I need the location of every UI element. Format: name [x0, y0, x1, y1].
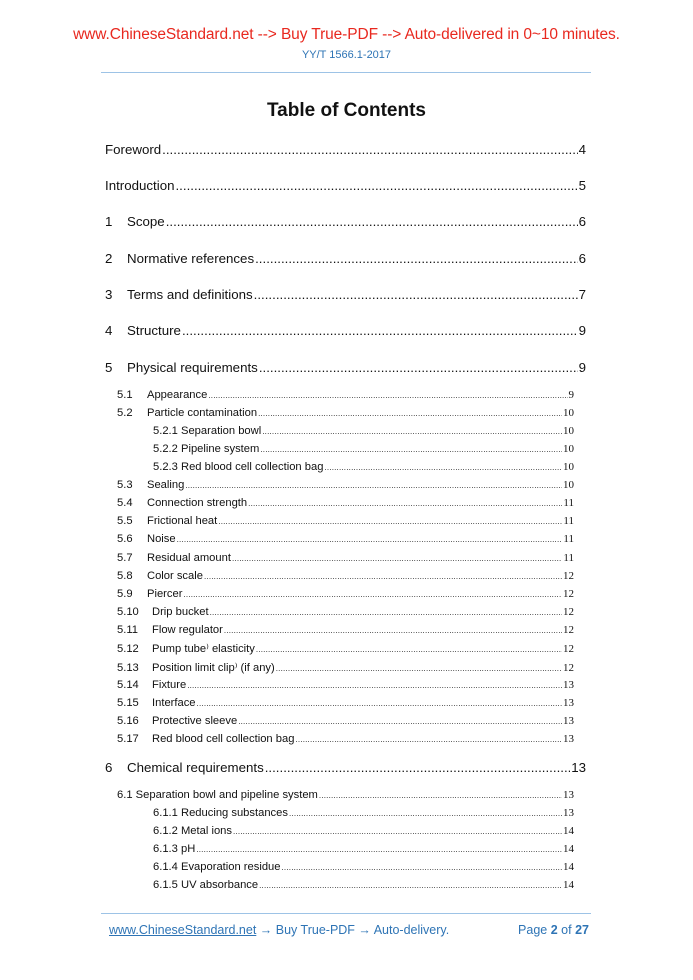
- toc-entry[interactable]: [117, 606, 574, 618]
- toc-entry-page: 5: [578, 178, 586, 193]
- toc-entry[interactable]: [117, 697, 574, 709]
- toc-leader-dots: [238, 717, 562, 726]
- toc-entry[interactable]: [105, 251, 586, 266]
- toc-entry-page: 14: [563, 843, 574, 855]
- toc-entry-label: Physical requirements: [127, 360, 258, 375]
- toc-entry-label: Protective sleeve: [152, 715, 238, 727]
- toc-entry-number: 5.10: [117, 606, 139, 618]
- toc-entry-page: 13: [563, 715, 574, 727]
- toc-leader-dots: [265, 760, 570, 775]
- toc-entry-label: Foreword: [105, 142, 162, 157]
- toc-entry[interactable]: [153, 825, 574, 837]
- toc-leader-dots: [196, 845, 562, 854]
- toc-leader-dots: [224, 626, 562, 635]
- toc-entry-label: 5.2.1 Separation bowl: [153, 425, 262, 437]
- toc-leader-dots: [185, 481, 562, 490]
- toc-leader-dots: [177, 535, 563, 544]
- footer-text: → Buy True-PDF → Auto-delivery.: [256, 923, 450, 937]
- toc-entry[interactable]: [117, 715, 574, 727]
- toc-leader-dots: [254, 287, 578, 302]
- toc-leader-dots: [182, 323, 578, 338]
- toc-leader-dots: [248, 499, 562, 508]
- toc-entry-page: 12: [563, 643, 574, 655]
- toc-entry-number: 1: [105, 214, 113, 229]
- toc-entry[interactable]: [117, 479, 574, 491]
- toc-entry-label: 5.2.2 Pipeline system: [153, 443, 260, 455]
- toc-leader-dots: [260, 445, 562, 454]
- toc-entry-label: Red blood cell collection bag: [152, 733, 295, 745]
- toc-entry[interactable]: [117, 733, 574, 745]
- toc-entry-page: 12: [563, 570, 574, 582]
- toc-entry-label: Interface: [152, 697, 196, 709]
- toc-entry[interactable]: [105, 214, 586, 229]
- toc-entry-number: 5.4: [117, 497, 133, 509]
- footer-left: [109, 923, 449, 937]
- toc-entry[interactable]: [117, 642, 574, 655]
- toc-entry-number: 5.6: [117, 533, 133, 545]
- toc-entry-label: 6.1.2 Metal ions: [153, 825, 232, 837]
- total-pages: 27: [575, 923, 589, 937]
- toc-entry-number: 6: [105, 760, 113, 775]
- toc-entry-page: 12: [563, 624, 574, 636]
- toc-entry[interactable]: [153, 425, 574, 437]
- toc-entry-label: Color scale: [147, 570, 203, 582]
- toc-entry[interactable]: [117, 789, 574, 801]
- toc-entry[interactable]: [117, 389, 574, 401]
- toc-leader-dots: [282, 863, 563, 872]
- toc-leader-dots: [166, 214, 578, 229]
- footer-link[interactable]: www.ChineseStandard.net: [109, 923, 257, 937]
- toc-leader-dots: [233, 827, 562, 836]
- toc-entry-number: 5.5: [117, 515, 133, 527]
- toc-entry-label: Frictional heat: [147, 515, 218, 527]
- toc-entry-label: Fixture: [152, 679, 187, 691]
- toc-entry-label: Position limit clip⁾ (if any): [152, 662, 275, 674]
- toc-entry[interactable]: [105, 360, 586, 375]
- toc-entry[interactable]: [117, 588, 574, 600]
- toc-entry-page: 13: [563, 789, 574, 801]
- toc-entry[interactable]: [117, 624, 574, 636]
- toc-entry-number: 5.16: [117, 715, 139, 727]
- toc-leader-dots: [319, 791, 562, 800]
- toc-entry-number: 5.12: [117, 643, 139, 655]
- toc-entry-label: Flow regulator: [152, 624, 223, 636]
- toc-entry[interactable]: [117, 497, 574, 509]
- toc-entry-label: 6.1.1 Reducing substances: [153, 807, 288, 819]
- header-divider: [101, 72, 591, 73]
- toc-leader-dots: [276, 664, 562, 673]
- toc-entry-page: 6: [578, 251, 586, 266]
- current-page: 2: [550, 923, 558, 937]
- toc-entry-label: Piercer: [147, 588, 183, 600]
- toc-entry[interactable]: [105, 287, 586, 302]
- toc-entry-label: 6.1.3 pH: [153, 843, 196, 855]
- toc-entry-page: 12: [563, 606, 574, 618]
- toc-leader-dots: [255, 251, 577, 266]
- standard-number: YY/T 1566.1-2017: [301, 49, 392, 61]
- toc-leader-dots: [258, 409, 562, 418]
- toc-entry-page: 14: [563, 861, 574, 873]
- toc-entry-page: 10: [563, 407, 574, 419]
- toc-entry[interactable]: [153, 443, 574, 455]
- toc-entry-label: Scope: [127, 214, 165, 229]
- toc-leader-dots: [175, 178, 577, 193]
- header-banner: www.ChineseStandard.net --> Buy True-PDF --> Auto-delivered in 0~10 minutes.: [73, 26, 620, 43]
- toc-entry[interactable]: [153, 807, 574, 819]
- toc-entry-page: 13: [571, 760, 586, 775]
- toc-entry-label: Structure: [127, 323, 181, 338]
- toc-leader-dots: [204, 572, 562, 581]
- toc-entry-label: 6.1.5 UV absorbance: [153, 879, 259, 891]
- toc-entry-label: Drip bucket: [152, 606, 209, 618]
- toc-leader-dots: [218, 517, 562, 526]
- toc-entry-page: 14: [563, 879, 574, 891]
- toc-entry-page: 6: [578, 214, 586, 229]
- toc-entry-number: 5.8: [117, 570, 133, 582]
- toc-entry-label: Normative references: [127, 251, 255, 266]
- toc-entry-label: 6.1 Separation bowl and pipeline system: [117, 789, 318, 801]
- toc-entry-number: 5.9: [117, 588, 133, 600]
- toc-entry-page: 10: [563, 443, 574, 455]
- toc-entry-page: 4: [578, 142, 586, 157]
- toc-entry[interactable]: [153, 461, 574, 473]
- toc-leader-dots: [162, 142, 577, 157]
- toc-entry-number: 5.11: [117, 624, 138, 636]
- toc-entry-label: Chemical requirements: [127, 760, 264, 775]
- toc-entry[interactable]: [153, 843, 574, 855]
- toc-entry-page: 10: [563, 479, 574, 491]
- toc-entry-number: 5: [105, 360, 113, 375]
- toc-entry-label: Particle contamination: [147, 407, 258, 419]
- toc-entry-number: 5.13: [117, 662, 139, 674]
- toc-entry-number: 5.2: [117, 407, 133, 419]
- toc-entry[interactable]: [153, 861, 574, 873]
- toc-entry[interactable]: [105, 760, 586, 775]
- toc-entry-number: 5.15: [117, 697, 139, 709]
- toc-entry-number: 5.17: [117, 733, 139, 745]
- toc-entry[interactable]: [117, 679, 574, 691]
- toc-entry-page: 11: [563, 552, 574, 564]
- toc-entry-label: Pump tube⁾ elasticity: [152, 643, 255, 655]
- toc-leader-dots: [197, 699, 562, 708]
- toc-leader-dots: [259, 360, 578, 375]
- toc-entry-page: 9: [568, 389, 574, 401]
- page-title: Table of Contents: [266, 100, 427, 121]
- toc-entry-page: 10: [563, 461, 574, 473]
- toc-entry-label: Sealing: [147, 479, 185, 491]
- toc-entry-label: Introduction: [105, 178, 175, 193]
- toc-entry-label: Residual amount: [147, 552, 231, 564]
- toc-entry-page: 9: [578, 360, 586, 375]
- toc-leader-dots: [262, 427, 562, 436]
- toc-entry[interactable]: [105, 178, 586, 193]
- toc-entry[interactable]: [105, 323, 586, 338]
- toc-entry-page: 11: [563, 515, 574, 527]
- toc-entry-label: Connection strength: [147, 497, 248, 509]
- toc-entry[interactable]: [153, 879, 574, 891]
- toc-leader-dots: [232, 554, 562, 563]
- toc-entry-page: 13: [563, 679, 574, 691]
- toc-entry-page: 7: [578, 287, 586, 302]
- toc-entry-page: 13: [563, 733, 574, 745]
- toc-entry-page: 12: [563, 662, 574, 674]
- toc-entry-number: 5.1: [117, 389, 133, 401]
- toc-entry-label: Terms and definitions: [127, 287, 253, 302]
- footer: [109, 923, 589, 937]
- toc-entry[interactable]: [117, 552, 574, 564]
- footer-divider: [101, 913, 591, 914]
- toc-entry-page: 11: [563, 497, 574, 509]
- toc-entry-number: 5.7: [117, 552, 133, 564]
- toc-leader-dots: [259, 881, 562, 890]
- toc-entry-page: 13: [563, 807, 574, 819]
- toc-entry[interactable]: [117, 533, 574, 545]
- toc-leader-dots: [324, 463, 562, 472]
- toc-entry-number: 2: [105, 251, 113, 266]
- toc-entry-label: 6.1.4 Evaporation residue: [153, 861, 281, 873]
- toc-entry-number: 5.3: [117, 479, 133, 491]
- toc-entry-page: 11: [563, 533, 574, 545]
- toc-entry-number: 4: [105, 323, 113, 338]
- toc-leader-dots: [187, 681, 562, 690]
- toc-entry-label: 5.2.3 Red blood cell collection bag: [153, 461, 324, 473]
- toc-entry-page: 12: [563, 588, 574, 600]
- toc-entry-page: 10: [563, 425, 574, 437]
- toc-leader-dots: [183, 590, 562, 599]
- page-indicator: Page 2 of 27: [518, 923, 589, 937]
- toc-leader-dots: [289, 809, 562, 818]
- toc-leader-dots: [210, 608, 562, 617]
- toc-entry-page: 13: [563, 697, 574, 709]
- toc-entry[interactable]: [117, 515, 574, 527]
- toc-entry[interactable]: [117, 570, 574, 582]
- toc-entry-number: 3: [105, 287, 113, 302]
- toc-entry-page: 14: [563, 825, 574, 837]
- toc-entry[interactable]: [117, 661, 574, 674]
- toc-entry-label: Appearance: [147, 389, 208, 401]
- toc-leader-dots: [256, 645, 562, 654]
- toc-entry[interactable]: [117, 407, 574, 419]
- toc-entry-label: Noise: [147, 533, 176, 545]
- toc-entry-page: 9: [578, 323, 586, 338]
- toc-entry[interactable]: [105, 142, 586, 157]
- toc-leader-dots: [208, 391, 567, 400]
- toc-entry-number: 5.14: [117, 679, 139, 691]
- toc-leader-dots: [295, 735, 562, 744]
